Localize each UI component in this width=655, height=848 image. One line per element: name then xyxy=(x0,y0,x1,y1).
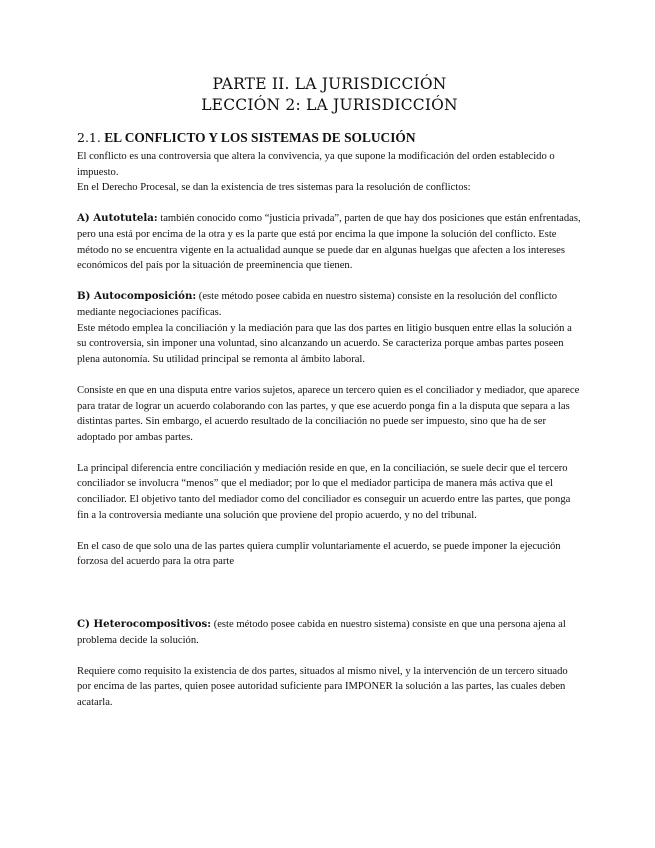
autocomposicion-method-paragraph: Este método emplea la conciliación y la mediación para que las dos partes en litigio busquen entre ellas la solución a su controversia, sin imponer una voluntad, sino alcanzando un acuerdo. Se caracteriza porque ambas partes poseen plena autonomía. Su utilidad principal se remonta al ámbito laboral. xyxy=(77,322,572,365)
heterocompositivos-heading: C) Heterocompositivos: xyxy=(77,618,212,631)
autocomposicion-heading: B) Autocomposición: xyxy=(77,290,197,303)
document-page xyxy=(77,74,582,711)
section-number: 2.1. xyxy=(77,130,101,145)
part-title: PARTE II. LA JURISDICCIÓN xyxy=(212,75,447,93)
section-heading xyxy=(77,129,582,147)
heterocompositivos-text: (este método posee cabida en nuestro sistema) consiste en que una persona ajena al problema decide la solución. xyxy=(77,619,566,646)
autotutela-heading: A) Autotutela: xyxy=(77,212,158,225)
autocomposicion-text: (este método posee cabida en nuestro sistema) consiste en la resolución del conflicto mediante negociaciones pacíficas. xyxy=(77,291,558,318)
autocomposicion-enforcement-paragraph: En el caso de que solo una de las partes quiera cumplir voluntariamente el acuerdo, se puede imponer la ejecución forzosa del acuerdo para la otra parte xyxy=(77,540,561,568)
autotutela-paragraph xyxy=(77,211,582,273)
autotutela-text: también conocido como “justicia privada”, parten de que hay dos posiciones que están enfrentadas, pero una está por encima de la otra y es la parte que está por encima la que impone la solución del conflicto. Este método no se encuentra vigente en la actualidad aunque se puede dar en algunas huelgas que afecten a los intereses económicos del país por la situación de preeminencia que tienen. xyxy=(77,213,581,272)
heterocompositivos-requirement-paragraph: Requiere como requisito la existencia de dos partes, situados al mismo nivel, y la intervención de un tercero situado por encima de las partes, quien posee autoridad suficiente para IMPONER la solución a las partes, las cuales deben acatarla. xyxy=(77,665,568,708)
heterocompositivos-paragraph xyxy=(77,617,582,648)
intro-paragraph: El conflicto es una controversia que altera la convivencia, ya que supone la modificación del orden establecido o impuesto. xyxy=(77,151,555,178)
autocomposicion-dispute-paragraph: Consiste en que en una disputa entre varios sujetos, aparece un tercero quien es el conciliador y mediador, que aparece para tratar de lograr un acuerdo colaborando con las partes, y que ese acuerdo ponga fin a la disputa que separa a las distintas partes. Sin embargo, el acuerdo resultado de la conciliación no puede ser impuesto, sino que ha de ser adoptado por ambas partes. xyxy=(77,384,580,443)
section-title: EL CONFLICTO Y LOS SISTEMAS DE SOLUCIÓN xyxy=(104,130,416,145)
autocomposicion-difference-paragraph: La principal diferencia entre conciliación y mediación reside en que, en la conciliación, se suele decir que el tercero conciliador se involucra “menos” que el mediador; por lo que el mediador participa de manera más activa que el conciliador. El objetivo tanto del mediador como del conciliador es conseguir un acuerdo entre las partes, que ponga fin a la controversia mediante una solución que proviene del propio acuerdo, y no del tribunal. xyxy=(77,462,571,521)
lesson-title: LECCIÓN 2: LA JURISDICCIÓN xyxy=(201,96,458,114)
autocomposicion-paragraph xyxy=(77,289,582,320)
intro-systems-paragraph: En el Derecho Procesal, se dan la existencia de tres sistemas para la resolución de conflictos: xyxy=(77,182,471,194)
